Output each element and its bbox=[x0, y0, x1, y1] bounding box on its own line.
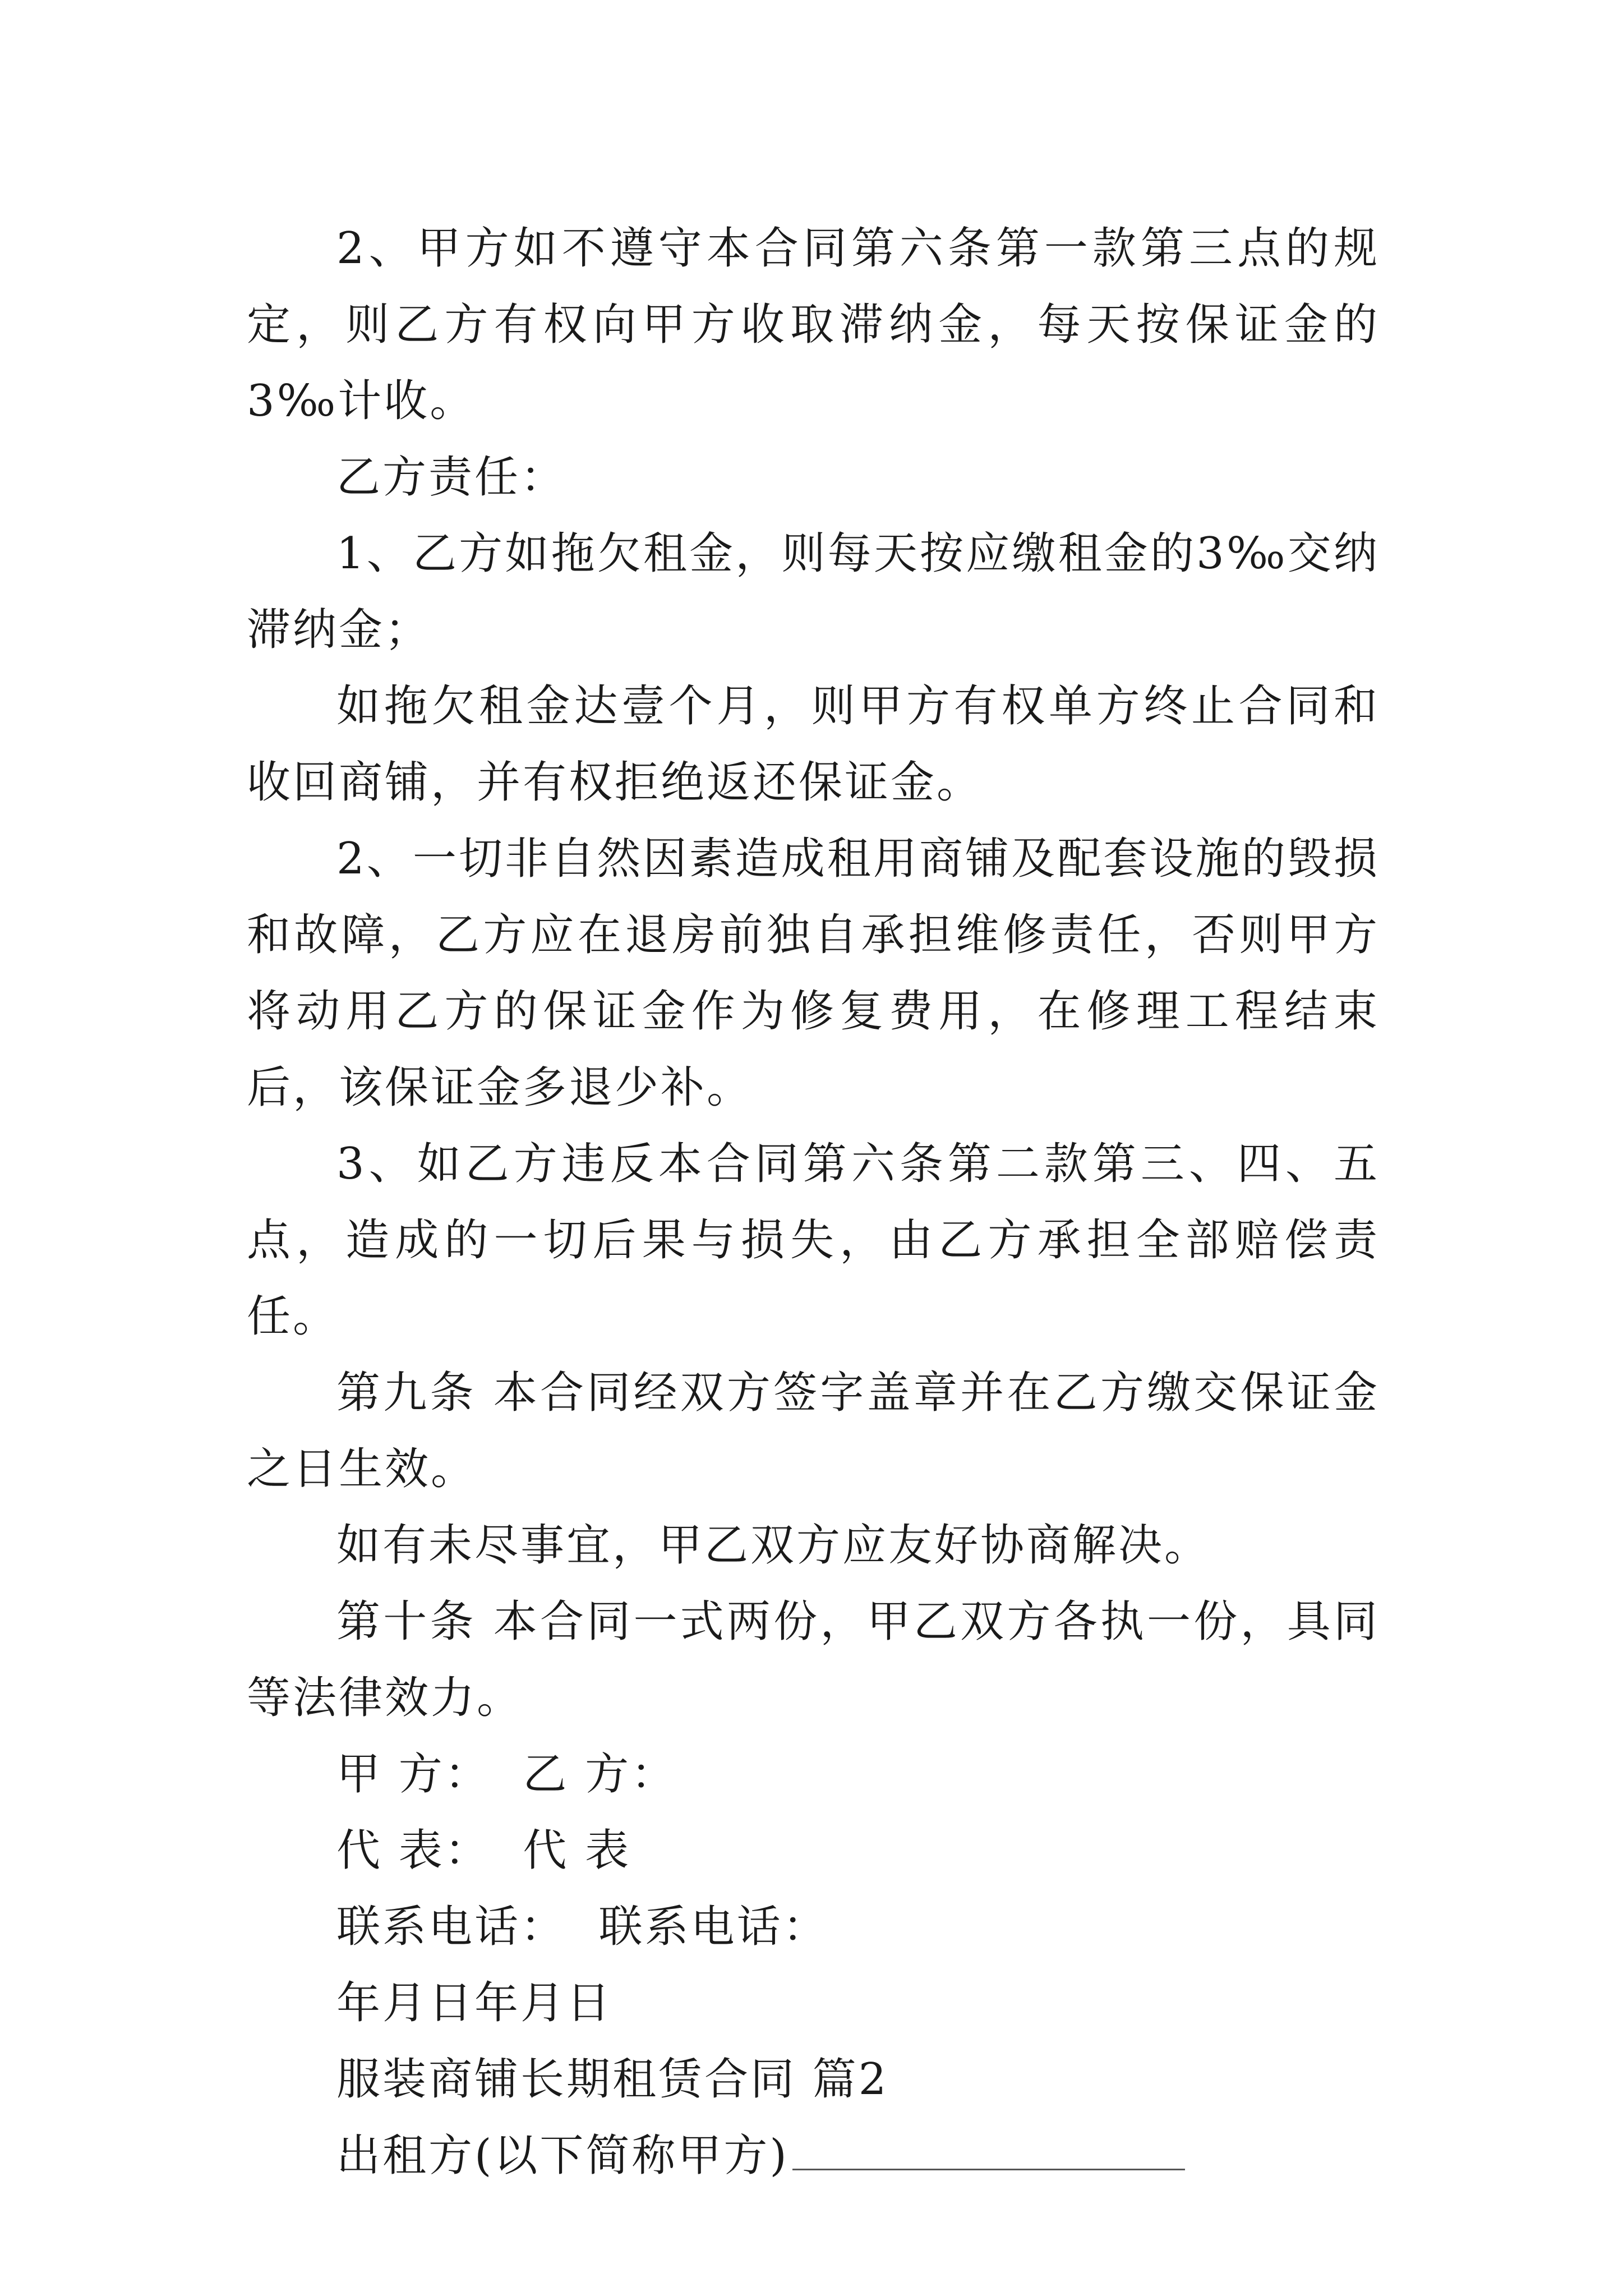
clause-paragraph: 如拖欠租金达壹个月，则甲方有权单方终止合同和收回商铺，并有权拒绝返还保证金。 bbox=[247, 681, 1380, 808]
article-nine: 第九条 本合同经双方签字盖章并在乙方缴交保证金之日生效。 bbox=[247, 1368, 1380, 1494]
clause-paragraph: 如有未尽事宜，甲乙双方应友好协商解决。 bbox=[336, 1520, 1211, 1571]
lessor-line bbox=[247, 2118, 1380, 2194]
article-ten: 第十条 本合同一式两份，甲乙双方各执一份，具同等法律效力。 bbox=[247, 1596, 1380, 1723]
lessor-name-blank bbox=[792, 2125, 1185, 2170]
signature-date-line: 年月日年月日 bbox=[336, 1978, 613, 2028]
document-page bbox=[247, 210, 1380, 2194]
clause-paragraph: 2、一切非自然因素造成租用商铺及配套设施的毁损和故障，乙方应在退房前独自承担维修责任，否则甲方将动用乙方的保证金作为修复费用，在修理工程结束后，该保证金多退少补。 bbox=[247, 834, 1380, 1113]
signature-rep-line: 代 表： 代 表 bbox=[336, 1825, 631, 1876]
clause-paragraph: 2、甲方如不遵守本合同第六条第一款第三点的规定，则乙方有权向甲方收取滞纳金，每天按保证金的3‰计收。 bbox=[247, 223, 1380, 426]
next-section-title: 服装商铺长期租赁合同 篇2 bbox=[336, 2054, 889, 2105]
lessor-label: 出租方(以下简称甲方) bbox=[336, 2131, 789, 2181]
signature-phone-line: 联系电话： 联系电话： bbox=[336, 1902, 829, 1952]
clause-paragraph: 3、如乙方违反本合同第六条第二款第三、四、五点，造成的一切后果与损失，由乙方承担全部赔偿责任。 bbox=[247, 1139, 1380, 1342]
section-heading-party-b-duties: 乙方责任： bbox=[336, 452, 567, 503]
signature-party-line: 甲 方： 乙 方： bbox=[336, 1749, 677, 1800]
clause-paragraph: 1、乙方如拖欠租金，则每天按应缴租金的3‰交纳滞纳金； bbox=[247, 528, 1380, 655]
